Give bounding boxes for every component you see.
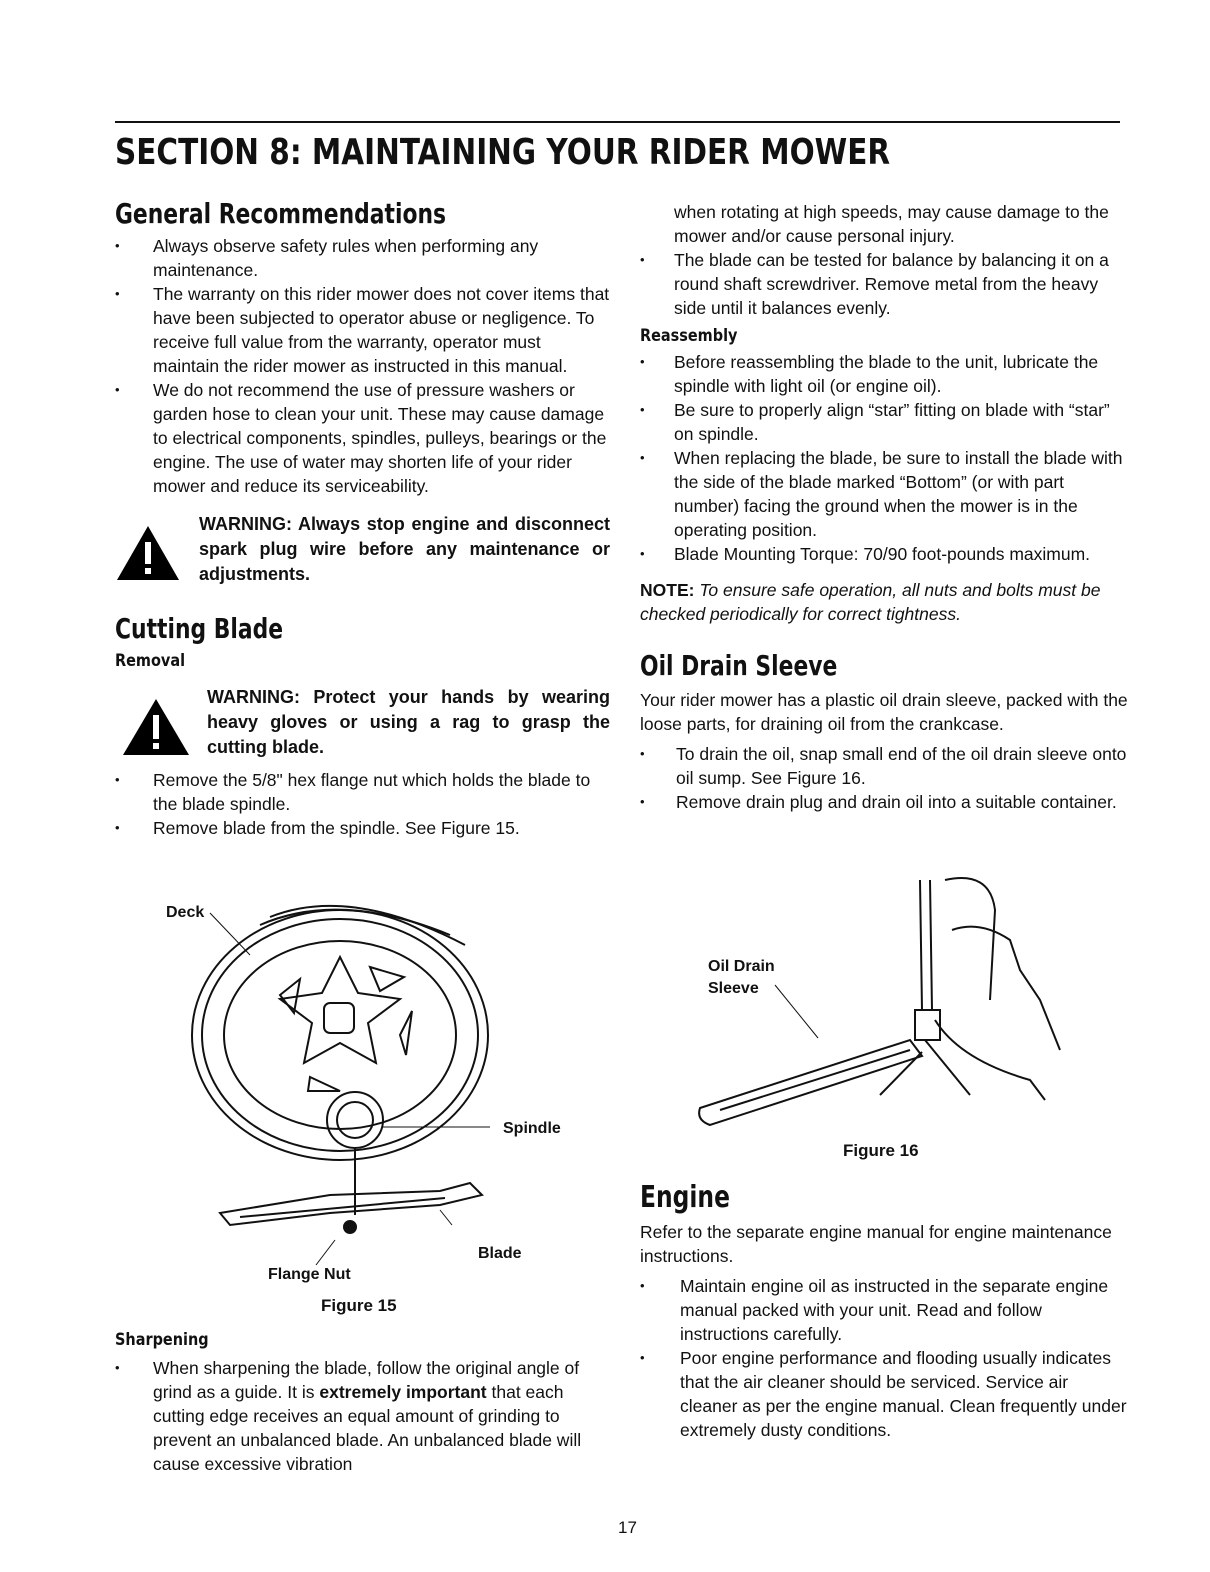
section-title: SECTION 8: MAINTAINING YOUR RIDER MOWER: [115, 132, 891, 173]
oil-drain-sleeve-heading: Oil Drain Sleeve: [640, 649, 838, 682]
list-item: • The blade can be tested for balance by balancing it on a round shaft screwdriver. Remove metal from the heavy side until it balances evenly.: [640, 248, 1130, 320]
figure-15-blade-diagram: [190, 895, 530, 1285]
sharpening-text-start: When sharpening the blade, follow the original angle of grind as a guide. It is: [153, 1358, 580, 1402]
balance-list: [640, 200, 1130, 320]
note-text: To ensure safe operation, all nuts and bolts must be checked periodically for correct tightness.: [640, 580, 1101, 624]
engine-section: [640, 1180, 1130, 1442]
list-item: [115, 1356, 610, 1476]
list-item: • When replacing the blade, be sure to install the blade with the side of the blade marked “Bottom” (or with part number) facing the ground when the mower is in the operating position.: [640, 446, 1130, 542]
general-warning: [115, 512, 610, 587]
figure-15-caption: Figure 15: [321, 1296, 397, 1315]
figure-16-label: [708, 956, 775, 1000]
general-recommendations-list: [115, 234, 610, 498]
note: [640, 578, 1130, 626]
figure-15-deck-label: Deck: [166, 904, 205, 921]
figure-16-oil-drain-diagram: [690, 870, 1070, 1130]
list-item: • Maintain engine oil as instructed in the separate engine manual packed with your unit. Read and follow instructions carefully.: [640, 1274, 1130, 1346]
figure-15-blade-label: Blade: [478, 1245, 522, 1262]
list-item: • Remove the 5/8" hex flange nut which holds the blade to the blade spindle.: [115, 768, 610, 816]
figure-16-label-line1: Oil Drain: [708, 958, 775, 975]
list-item: • Blade Mounting Torque: 70/90 foot-pounds maximum.: [640, 542, 1130, 566]
header-rule: [115, 121, 1120, 123]
list-item: • Remove blade from the spindle. See Figure 15.: [115, 816, 610, 840]
oil-drain-intro: Your rider mower has a plastic oil drain sleeve, packed with the loose parts, for draining oil from the crankcase.: [640, 690, 1128, 734]
list-item: • Before reassembling the blade to the unit, lubricate the spindle with light oil (or engine oil).: [640, 350, 1130, 398]
engine-list: [640, 1274, 1130, 1442]
figure-15-flange-nut-label: Flange Nut: [268, 1266, 351, 1283]
oil-drain-list: [640, 742, 1130, 814]
figure-16-label-line2: Sleeve: [708, 980, 759, 997]
blade-warning-text: WARNING: Protect your hands by wearing heavy gloves or using a rag to grasp the cutting blade.: [207, 687, 610, 757]
blade-warning: [115, 685, 610, 760]
removal-heading: Removal: [115, 651, 186, 671]
note-label: NOTE:: [640, 580, 695, 600]
reassembly-list: [640, 350, 1130, 566]
engine-heading: Engine: [640, 1180, 730, 1215]
list-item: • Always observe safety rules when performing any maintenance.: [115, 234, 610, 282]
sharpening-heading: Sharpening: [115, 1330, 209, 1350]
left-column: [115, 196, 610, 840]
sharpening-list: [115, 1356, 610, 1476]
list-item: • We do not recommend the use of pressure washers or garden hose to clean your unit. These may cause damage to electrical components, spindles, pulleys, bearings or the engine. The use of water may shorten life of your rider mower and reduce its serviceability.: [115, 378, 610, 498]
warning-icon: [121, 697, 191, 757]
page-number: 17: [618, 1518, 637, 1537]
removal-list: [115, 768, 610, 840]
figure-15-spindle-label: Spindle: [503, 1120, 561, 1137]
engine-intro: Refer to the separate engine manual for engine maintenance instructions.: [640, 1222, 1112, 1266]
right-column: [640, 200, 1130, 814]
list-item: • To drain the oil, snap small end of the oil drain sleeve onto oil sump. See Figure 16.: [640, 742, 1130, 790]
sharpening-section: [115, 1328, 610, 1476]
sharpening-emphasis: extremely important: [319, 1382, 487, 1402]
list-item: • Poor engine performance and flooding usually indicates that the air cleaner should be serviced. Service air cleaner as per the engine manual. Clean frequently under extremely dusty conditions.: [640, 1346, 1130, 1442]
general-recommendations-heading: General Recommendations: [115, 197, 447, 230]
sharpening-text-end: that each cutting edge receives an equal amount of grinding to prevent an unbalanced blade. An unbalanced blade will cause excessive vibration: [153, 1382, 582, 1474]
list-item: • Remove drain plug and drain oil into a suitable container.: [640, 790, 1130, 814]
warning-icon: [115, 524, 181, 582]
general-warning-text: WARNING: Always stop engine and disconnect spark plug wire before any maintenance or adjustments.: [199, 514, 610, 584]
cutting-blade-heading: Cutting Blade: [115, 612, 284, 645]
figure-16-caption: Figure 16: [843, 1141, 919, 1160]
list-item: • Be sure to properly align “star” fitting on blade with “star” on spindle.: [640, 398, 1130, 446]
list-item: • The warranty on this rider mower does not cover items that have been subjected to operator abuse or negligence. To receive full value from the warranty, operator must maintain the rider mower as instructed in this manual.: [115, 282, 610, 378]
reassembly-heading: Reassembly: [640, 326, 738, 346]
continued-text: when rotating at high speeds, may cause damage to the mower and/or cause personal injury.: [674, 202, 1109, 246]
